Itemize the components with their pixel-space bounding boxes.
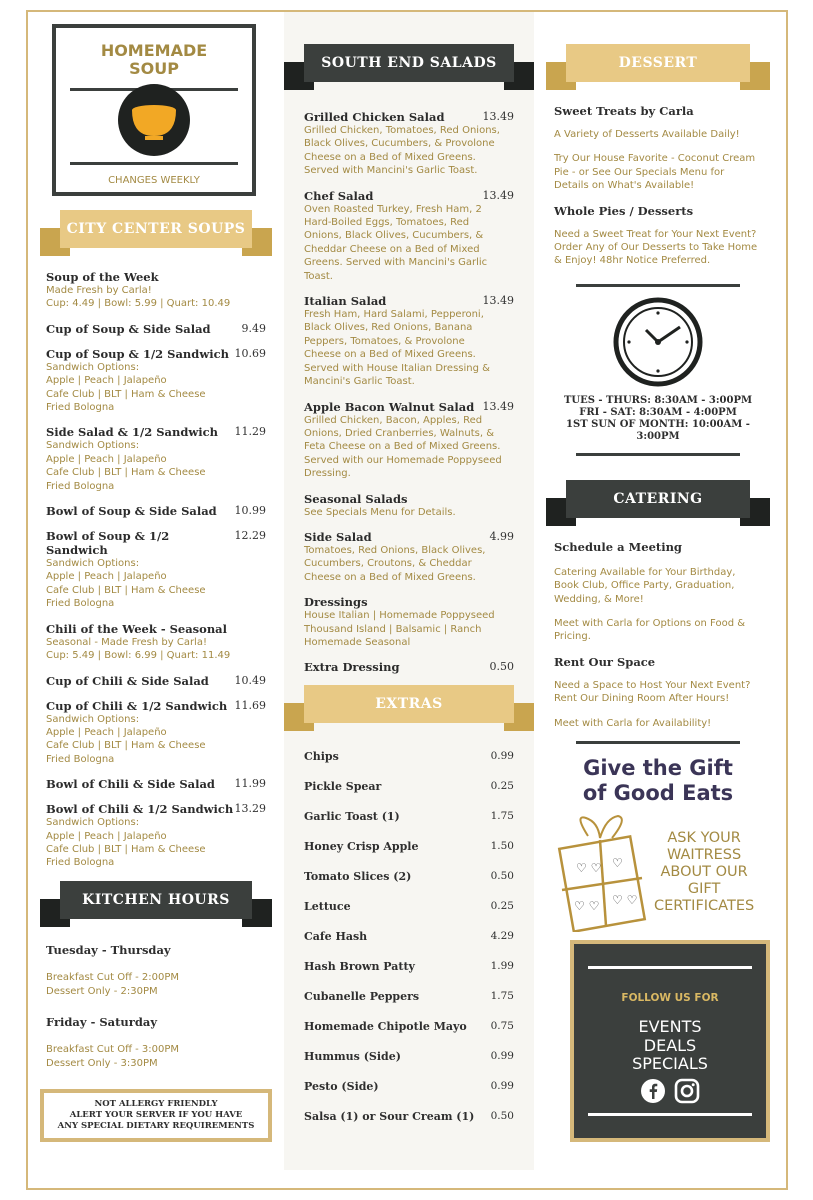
- menu-item-description: Dressing.: [304, 468, 351, 480]
- menu-item: [304, 189, 514, 283]
- menu-item-price: 12.29: [234, 529, 266, 543]
- logo-title-line1: HOMEMADE: [100, 41, 208, 60]
- menu-item-header: [46, 777, 266, 791]
- menu-item-header: [46, 425, 266, 439]
- menu-item-price: 10.69: [234, 346, 266, 360]
- menu-item: [46, 529, 266, 611]
- extra-item-name: Garlic Toast (1): [304, 809, 400, 823]
- menu-item-price: 13.49: [482, 294, 514, 308]
- menu-item-header: [304, 294, 514, 308]
- menu-item-description: Onions, Dried Cranberries, Walnuts, &: [304, 427, 494, 439]
- extra-item: [304, 1011, 514, 1041]
- menu-item-description: Served with House Italian Dressing &: [304, 362, 490, 374]
- menu-item-price: 13.49: [482, 399, 514, 413]
- extra-item: [304, 741, 514, 771]
- menu-item-price: 11.29: [234, 425, 266, 439]
- extra-item-price: 0.50: [490, 870, 514, 883]
- divider: [588, 966, 752, 969]
- menu-item-name: Extra Dressing: [304, 660, 400, 675]
- menu-item-description: See Specials Menu for Details.: [304, 506, 456, 518]
- gift-box-icon: [546, 812, 654, 932]
- menu-item-description: Thousand Island | Balsamic | Ranch: [304, 623, 482, 635]
- menu-item-description: Sandwich Options:: [46, 558, 140, 570]
- menu-item-description: Sandwich Options:: [46, 440, 140, 452]
- menu-item-description: Fried Bologna: [46, 480, 115, 492]
- extra-item: [304, 1041, 514, 1071]
- menu-item-description: Sandwich Options:: [46, 713, 140, 725]
- menu-item-name: Dressings: [304, 595, 368, 610]
- menu-item-description: Cafe Club | BLT | Ham & Cheese: [46, 388, 206, 400]
- menu-item-price: 9.49: [241, 321, 266, 335]
- menu-item-description: Tomatoes, Red Onions, Black Olives,: [304, 544, 486, 556]
- menu-item-header: [46, 674, 266, 688]
- homemade-soup-logo: [52, 24, 256, 196]
- menu-item-header: [304, 189, 514, 203]
- menu-item-description: Grilled Chicken, Bacon, Apples, Red: [304, 414, 483, 426]
- menu-item: [46, 674, 266, 688]
- allergy-line: NOT ALLERGY FRIENDLY: [94, 1098, 218, 1109]
- svg-text:♡ ♡: ♡ ♡: [576, 861, 602, 876]
- menu-item-header: [46, 347, 266, 361]
- divider: [588, 1113, 752, 1116]
- menu-item-price: 11.99: [234, 777, 266, 791]
- extra-item-name: Cubanelle Peppers: [304, 989, 420, 1003]
- logo-title: [56, 42, 252, 78]
- gift-text-line: CERTIFICATES: [654, 897, 755, 914]
- extra-item-price: 1.99: [490, 960, 514, 973]
- menu-item-header: [304, 530, 514, 544]
- extra-item-name: Pickle Spear: [304, 779, 382, 793]
- facebook-icon[interactable]: [640, 1078, 666, 1108]
- menu-item-description: Greens. Served with Mancini's Garlic: [304, 257, 488, 269]
- gift-text-line: GIFT: [687, 880, 721, 897]
- salads-list: [284, 110, 534, 674]
- menu-item-name: Bowl of Soup & Side Salad: [46, 504, 217, 519]
- logo-divider: [70, 162, 238, 165]
- follow-lines: [574, 1018, 766, 1074]
- dessert-title: Whole Pies / Desserts: [554, 203, 694, 218]
- menu-item-description: Grilled Chicken, Tomatoes, Red Onions,: [304, 125, 500, 136]
- menu-item-description: Cheese on a Bed of Mixed Greens.: [304, 349, 476, 361]
- section-heading: SOUTH END SALADS: [304, 44, 514, 82]
- menu-item-name: Apple Bacon Walnut Salad: [304, 399, 475, 414]
- menu-item: [304, 294, 514, 388]
- extra-item: [304, 981, 514, 1011]
- menu-item-description: Sandwich Options:: [46, 817, 140, 829]
- social-icons: [574, 1078, 766, 1108]
- section-heading: CITY CENTER SOUPS: [60, 210, 252, 248]
- menu-item-header: [304, 400, 514, 414]
- divider: [576, 284, 740, 287]
- menu-item-description: Seasonal - Made Fresh by Carla!: [46, 636, 207, 648]
- menu-item-description: Cafe Club | BLT | Ham & Cheese: [46, 467, 206, 479]
- column-left: [40, 12, 272, 1142]
- divider: [576, 453, 740, 456]
- extra-item-price: 0.99: [490, 1080, 514, 1093]
- gift-text-line: ABOUT OUR: [660, 863, 748, 880]
- menu-item-description: Hard-Boiled Eggs, Tomatoes, Red: [304, 217, 470, 229]
- menu-item-description: Oven Roasted Turkey, Fresh Ham, 2: [304, 203, 482, 215]
- menu-item-description: Sandwich Options:: [46, 361, 140, 373]
- menu-item-header: [46, 322, 266, 336]
- menu-item-header: [304, 492, 514, 506]
- menu-item-price: 10.49: [234, 673, 266, 687]
- extra-item-price: 0.50: [490, 1110, 514, 1123]
- catering-banner: [546, 480, 770, 524]
- extra-item-price: 1.75: [490, 810, 514, 823]
- menu-item-header: [46, 802, 266, 816]
- menu-item-name: Cup of Soup & Side Salad: [46, 321, 211, 336]
- divider: [576, 741, 740, 744]
- section-heading: EXTRAS: [304, 685, 514, 723]
- menu-item-price: 13.49: [482, 110, 514, 123]
- extra-item-name: Cafe Hash: [304, 929, 368, 943]
- menu-item-name: Cup of Chili & Side Salad: [46, 673, 209, 688]
- menu-item-description: Apple | Peach | Jalapeño: [46, 726, 167, 738]
- extra-item-price: 0.99: [490, 1050, 514, 1063]
- menu-item-name: Bowl of Soup & 1/2 Sandwich: [46, 529, 170, 558]
- menu-item-description: Cup: 4.49 | Bowl: 5.99 | Quart: 10.49: [46, 298, 231, 310]
- menu-item-description: Apple | Peach | Jalapeño: [46, 830, 167, 842]
- allergy-line: ANY SPECIAL DIETARY REQUIREMENTS: [57, 1120, 255, 1131]
- section-heading: DESSERT: [566, 44, 750, 82]
- menu-item-description: Toast.: [304, 270, 333, 282]
- menu-item-header: [46, 270, 266, 284]
- svg-text:♡: ♡: [612, 856, 623, 871]
- extra-item: [304, 891, 514, 921]
- menu-item-description: Cafe Club | BLT | Ham & Cheese: [46, 584, 206, 596]
- menu-item-name: Italian Salad: [304, 294, 387, 309]
- hours-line: Dessert Only - 2:30PM: [46, 985, 158, 997]
- menu-item: [304, 110, 514, 178]
- extra-item: [304, 921, 514, 951]
- allergy-notice: [40, 1089, 272, 1142]
- svg-text:♡ ♡: ♡ ♡: [612, 893, 638, 908]
- extra-item-price: 1.75: [490, 990, 514, 1003]
- dessert-text: Try Our House Favorite - Coconut Cream Pie - or See Our Specials Menu for Details on What's Available!: [554, 153, 756, 192]
- catering-title: Rent Our Space: [554, 654, 656, 669]
- extras-banner: [284, 685, 534, 729]
- menu-item-name: Chili of the Week - Seasonal: [46, 621, 227, 636]
- soups-list: [40, 270, 272, 870]
- menu-item: [46, 699, 266, 767]
- menu-item: [304, 400, 514, 481]
- menu-item-header: [304, 595, 514, 609]
- menu-item-name: Cup of Soup & 1/2 Sandwich: [46, 346, 229, 361]
- menu-item-description: Fried Bologna: [46, 402, 115, 414]
- menu-item-price: 11.69: [234, 698, 266, 712]
- hours-line: Breakfast Cut Off - 2:00PM: [46, 971, 180, 983]
- section-heading: KITCHEN HOURS: [60, 881, 252, 919]
- gift-title-line: of Good Eats: [582, 781, 734, 806]
- logo-subtitle: CHANGES WEEKLY: [108, 175, 200, 186]
- catering-section: [546, 540, 770, 730]
- follow-line: EVENTS: [638, 1017, 702, 1037]
- menu-item-name: Chef Salad: [304, 188, 374, 203]
- soup-bowl-icon: [118, 84, 190, 156]
- extra-item: [304, 1071, 514, 1101]
- catering-text: Meet with Carla for Availability!: [554, 717, 712, 729]
- follow-us-box: [570, 940, 770, 1142]
- extra-item-name: Hash Brown Patty: [304, 959, 415, 973]
- menu-item-description: Cheese on a Bed of Mixed Greens.: [304, 151, 476, 163]
- extra-item: [304, 951, 514, 981]
- dessert-banner: [546, 44, 770, 88]
- hours-line: Dessert Only - 3:30PM: [46, 1057, 158, 1069]
- menu-item-description: Cheddar Cheese on a Bed of Mixed: [304, 243, 480, 255]
- menu-item-description: Cucumbers, Croutons, & Cheddar: [304, 558, 472, 570]
- gift-text-line: ASK YOUR: [667, 829, 741, 846]
- extra-item-name: Chips: [304, 749, 339, 763]
- extra-item: [304, 861, 514, 891]
- gift-certificates-text: [654, 830, 754, 915]
- hours-days: Tuesday - Thursday: [46, 942, 171, 957]
- kitchen-hours-list: [40, 943, 272, 1071]
- menu-item-description: Onions, Black Olives, Cucumbers, &: [304, 230, 484, 242]
- extra-item-name: Homemade Chipotle Mayo: [304, 1019, 467, 1033]
- menu-item: [304, 660, 514, 674]
- extra-item: [304, 801, 514, 831]
- clock-icon: [546, 297, 770, 387]
- menu-item-description: Peppers, Tomatoes, & Provolone: [304, 335, 465, 347]
- catering-text: Need a Space to Host Your Next Event? Rent Our Dining Room After Hours!: [554, 679, 751, 705]
- svg-text:♡ ♡: ♡ ♡: [574, 899, 600, 914]
- gift-text-line: WAITRESS: [666, 846, 742, 863]
- menu-item-name: Grilled Chicken Salad: [304, 110, 445, 124]
- menu-item-header: [46, 504, 266, 518]
- menu-item: [46, 347, 266, 415]
- menu-item-header: [304, 660, 514, 674]
- follow-line: DEALS: [643, 1035, 697, 1055]
- hours-line: Breakfast Cut Off - 3:00PM: [46, 1043, 180, 1055]
- menu-item-description: Served with our Homemade Poppyseed: [304, 454, 502, 466]
- menu-item-description: Apple | Peach | Jalapeño: [46, 375, 167, 387]
- kitchen-hours-banner: [40, 881, 272, 925]
- dessert-text: A Variety of Desserts Available Daily!: [554, 129, 740, 140]
- menu-item-description: Homemade Seasonal: [304, 636, 411, 648]
- menu-item-name: Side Salad: [304, 529, 372, 544]
- menu-item-description: House Italian | Homemade Poppyseed: [304, 610, 495, 622]
- menu-item-description: Cafe Club | BLT | Ham & Cheese: [46, 843, 206, 855]
- menu-item-name: Seasonal Salads: [304, 491, 408, 506]
- menu-item-description: Mancini's Garlic Toast.: [304, 376, 415, 388]
- extras-list: [284, 741, 534, 1131]
- gift-title-line: Give the Gift: [583, 756, 733, 781]
- instagram-icon[interactable]: [674, 1078, 700, 1108]
- section-heading: CATERING: [566, 480, 750, 518]
- menu-item-description: Fried Bologna: [46, 598, 115, 610]
- menu-item-name: Bowl of Chili & 1/2 Sandwich: [46, 802, 234, 817]
- south-end-salads-banner: [284, 44, 534, 88]
- menu-item: [304, 595, 514, 649]
- menu-item-description: Black Olives, Cucumbers, & Provolone: [304, 138, 495, 150]
- menu-item-price: 13.49: [482, 188, 514, 202]
- menu-item: [46, 777, 266, 791]
- hours-line: 1ST SUN OF MONTH: 10:00AM - 3:00PM: [566, 418, 750, 442]
- menu-item-header: [46, 622, 266, 636]
- menu-item-description: Fresh Ham, Hard Salami, Pepperoni,: [304, 309, 484, 321]
- extra-item-name: Hummus (Side): [304, 1049, 401, 1063]
- menu-item-name: Bowl of Chili & Side Salad: [46, 777, 215, 792]
- gift-title: [546, 756, 770, 806]
- menu-item-price: 0.50: [489, 660, 514, 674]
- extra-item-price: 0.99: [490, 750, 514, 763]
- menu-item-description: Cheese on a Bed of Mixed Greens.: [304, 571, 476, 583]
- dessert-section: [546, 104, 770, 268]
- menu-item-header: [304, 110, 514, 124]
- extra-item-price: 0.25: [490, 900, 514, 913]
- allergy-line: ALERT YOUR SERVER IF YOU HAVE: [69, 1109, 243, 1120]
- menu-item: [304, 530, 514, 584]
- menu-item: [46, 504, 266, 518]
- extra-item-name: Honey Crisp Apple: [304, 839, 419, 853]
- column-right: [540, 12, 776, 1142]
- menu-item-description: Black Olives, Red Onions, Banana: [304, 322, 473, 334]
- menu-item-price: 13.29: [234, 802, 266, 816]
- extra-item-price: 4.29: [490, 930, 514, 943]
- extra-item: [304, 1101, 514, 1131]
- menu-item-price: 4.99: [489, 529, 514, 543]
- menu-item-description: Apple | Peach | Jalapeño: [46, 453, 167, 465]
- logo-title-line2: SOUP: [129, 59, 179, 78]
- extra-item-name: Lettuce: [304, 899, 351, 913]
- menu-item: [304, 492, 514, 519]
- menu-item: [46, 425, 266, 493]
- extra-item-price: 0.75: [490, 1020, 514, 1033]
- dessert-text: Need a Sweet Treat for Your Next Event? Order Any of Our Desserts to Take Home & Enjoy! 48hr Notice Preferred.: [554, 228, 758, 267]
- menu-item-description: Apple | Peach | Jalapeño: [46, 571, 167, 583]
- extra-item-name: Salsa (1) or Sour Cream (1): [304, 1109, 475, 1123]
- menu-item: [46, 622, 266, 663]
- extra-item-price: 0.25: [490, 780, 514, 793]
- menu-item-description: Served with Mancini's Garlic Toast.: [304, 165, 478, 177]
- follow-heading: FOLLOW US FOR: [621, 992, 719, 1005]
- extra-item-name: Tomato Slices (2): [304, 869, 412, 883]
- menu-item-description: Feta Cheese on a Bed of Mixed Greens.: [304, 441, 501, 453]
- catering-text: Catering Available for Your Birthday, Book Club, Office Party, Graduation, Wedding, & More!: [554, 566, 736, 605]
- menu-item: [46, 802, 266, 870]
- menu-item-description: Fried Bologna: [46, 857, 115, 869]
- menu-item: [46, 270, 266, 311]
- city-center-soups-banner: [40, 210, 272, 254]
- menu-item: [46, 322, 266, 336]
- hours-line: FRI - SAT: 8:30AM - 4:00PM: [579, 406, 737, 418]
- menu-item-price: 10.99: [234, 504, 266, 518]
- menu-item-header: [46, 529, 266, 557]
- catering-title: Schedule a Meeting: [554, 539, 682, 554]
- menu-item-description: Cup: 5.49 | Bowl: 6.99 | Quart: 11.49: [46, 650, 231, 662]
- hours-days: Friday - Saturday: [46, 1014, 158, 1029]
- menu-item-header: [46, 699, 266, 713]
- catering-text: Meet with Carla for Options on Food & Pricing.: [554, 618, 746, 643]
- menu-item-description: Cafe Club | BLT | Ham & Cheese: [46, 740, 206, 752]
- menu-item-description: Made Fresh by Carla!: [46, 285, 152, 296]
- extra-item-name: Pesto (Side): [304, 1079, 379, 1093]
- follow-line: SPECIALS: [632, 1054, 708, 1074]
- hours-line: TUES - THURS: 8:30AM - 3:00PM: [563, 394, 753, 406]
- column-middle: [284, 12, 534, 1170]
- extra-item-price: 1.50: [490, 840, 514, 853]
- gift-row: [546, 812, 770, 932]
- menu-item-name: Side Salad & 1/2 Sandwich: [46, 425, 219, 440]
- store-hours: [546, 395, 770, 443]
- menu-item-name: Soup of the Week: [46, 270, 159, 284]
- extra-item: [304, 831, 514, 861]
- menu-item-description: Fried Bologna: [46, 753, 115, 765]
- menu-item-name: Cup of Chili & 1/2 Sandwich: [46, 698, 228, 713]
- dessert-title: Sweet Treats by Carla: [554, 104, 694, 118]
- extra-item: [304, 771, 514, 801]
